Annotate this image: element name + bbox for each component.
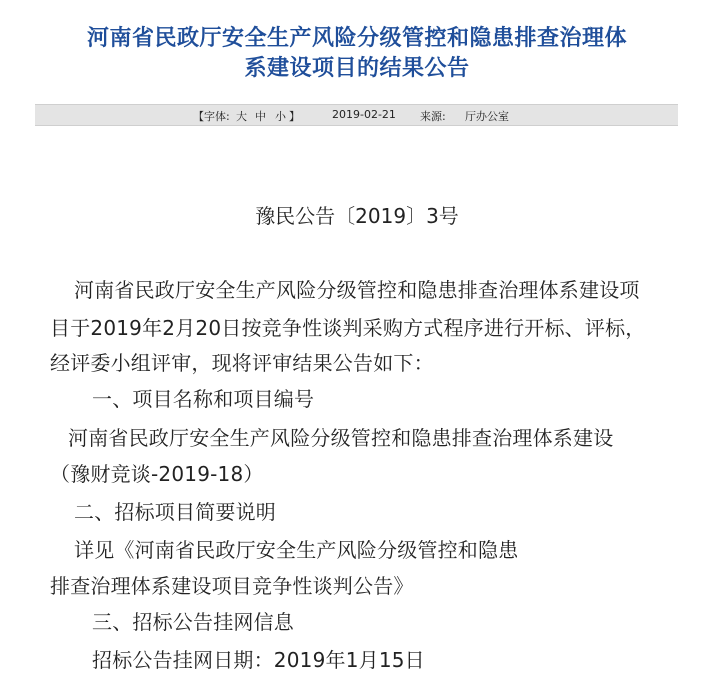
- publish-date: 2019-02-21: [332, 108, 396, 121]
- page-title-line-2: 系建设项目的结果公告: [244, 56, 470, 81]
- document-number: 豫民公告〔2019〕3号: [255, 204, 459, 228]
- section-2-line-2: 排查治理体系建设项目竞争性谈判公告》: [50, 574, 414, 598]
- section-2-line-1: 详见《河南省民政厅安全生产风险分级管控和隐患: [74, 538, 519, 562]
- article-meta-bar: [35, 104, 678, 126]
- section-1-heading: 一、项目名称和项目编号: [92, 387, 315, 411]
- source-value: 厅办公室: [465, 110, 509, 123]
- page-title-line-1: 河南省民政厅安全生产风险分级管控和隐患排查治理体: [86, 26, 627, 51]
- font-size-bracket-close: 】: [289, 110, 300, 123]
- intro-line-2: 目于2019年2月20日按竞争性谈判采购方式程序进行开标、评标，: [50, 316, 646, 340]
- font-size-small-link[interactable]: 小: [275, 110, 286, 123]
- font-size-label: 【字体:: [193, 110, 230, 123]
- font-size-medium-link[interactable]: 中: [255, 110, 266, 123]
- font-size-large-link[interactable]: 大: [236, 110, 247, 123]
- intro-line-3: 经评委小组评审，现将评审结果公告如下：: [50, 351, 434, 375]
- section-1-line-2: （豫财竞谈-2019-18）: [50, 462, 264, 486]
- section-1-line-1: 河南省民政厅安全生产风险分级管控和隐患排查治理体系建设: [68, 426, 614, 450]
- intro-line-1: 河南省民政厅安全生产风险分级管控和隐患排查治理体系建设项: [74, 278, 640, 302]
- section-2-heading: 二、招标项目简要说明: [74, 500, 276, 524]
- section-3-line-1: 招标公告挂网日期：2019年1月15日: [92, 648, 425, 672]
- section-3-heading: 三、招标公告挂网信息: [92, 610, 294, 634]
- source-label: 来源:: [420, 110, 446, 123]
